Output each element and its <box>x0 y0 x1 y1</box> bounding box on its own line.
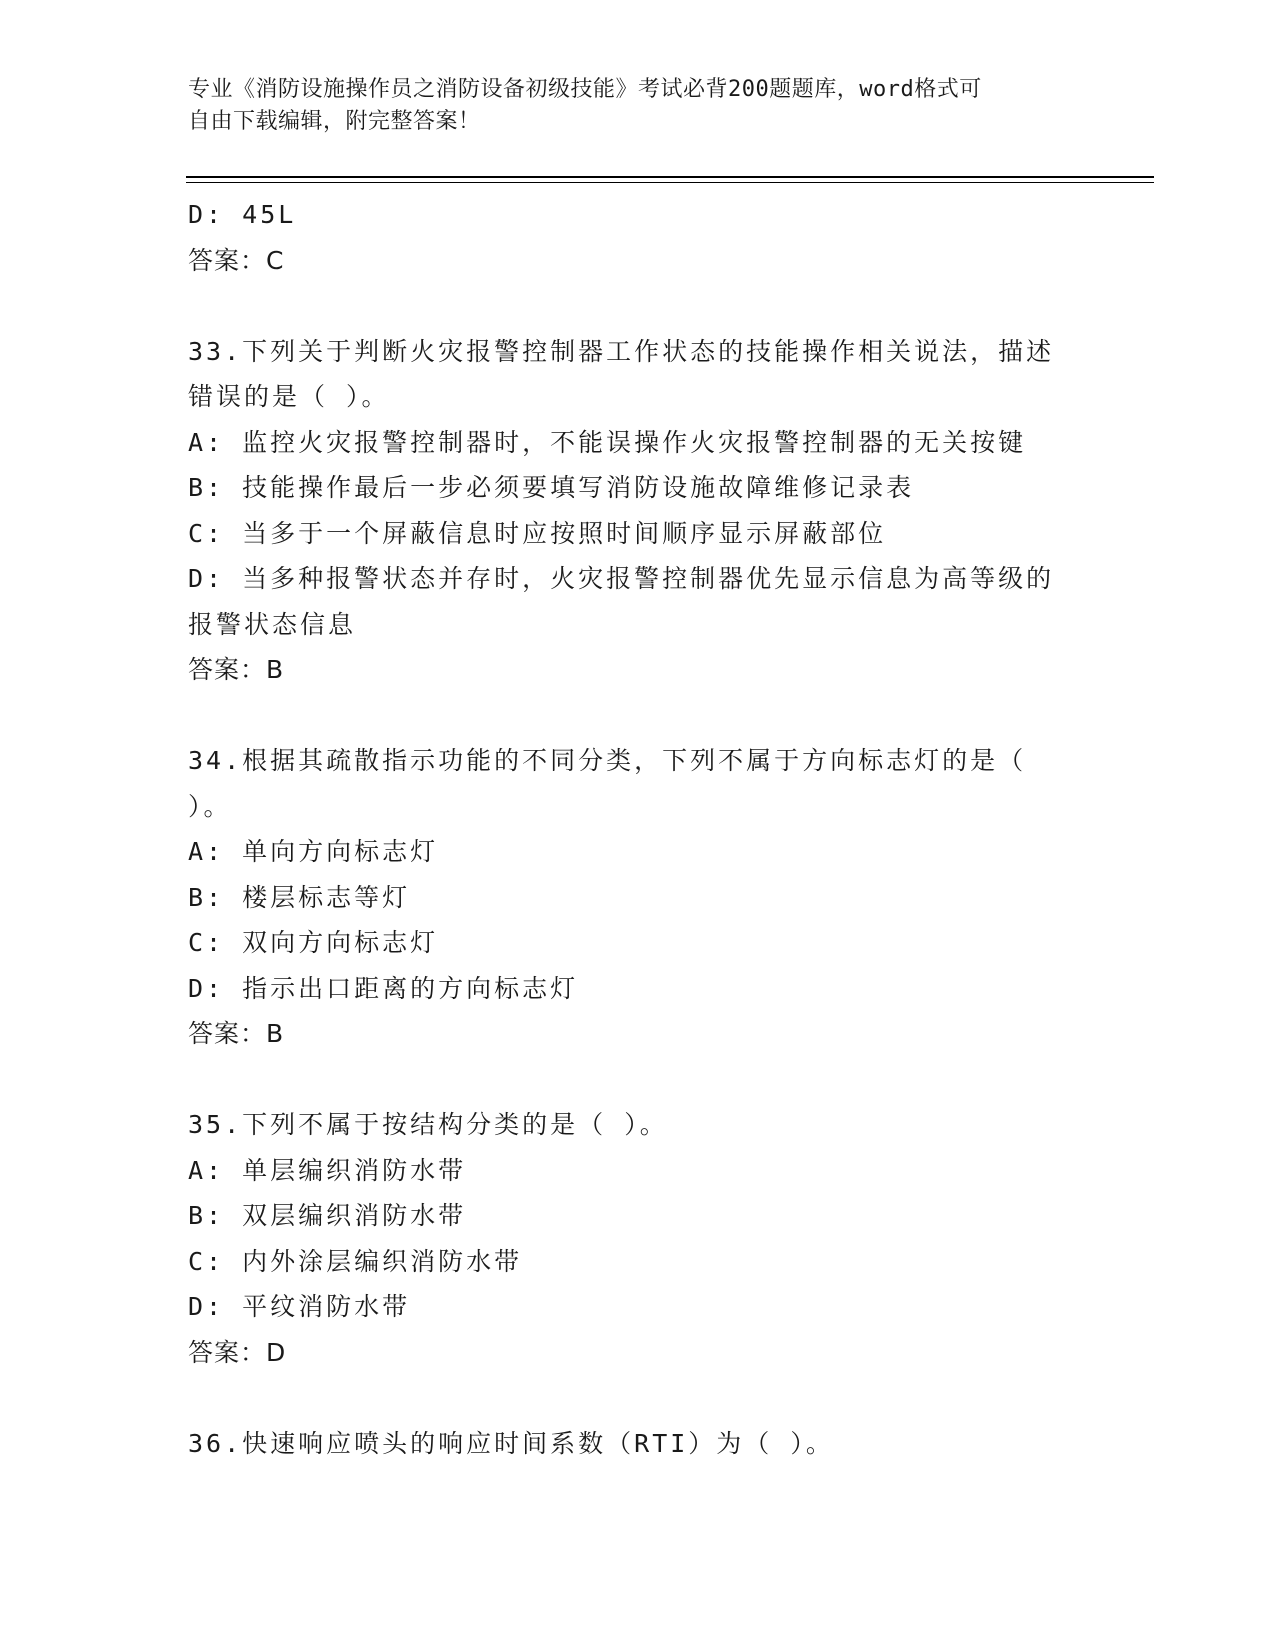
header-rule-thick <box>186 176 1154 178</box>
option-a: A: 单向方向标志灯 <box>188 837 439 866</box>
spacer <box>188 693 1088 739</box>
option-c: C: 当多于一个屏蔽信息时应按照时间顺序显示屏蔽部位 <box>188 518 887 548</box>
header-title-line-2: 自由下载编辑，附完整答案！ <box>188 109 481 134</box>
header-rule-thin <box>186 182 1154 183</box>
question-34 <box>188 738 1088 1057</box>
option-d: D: 45L <box>188 200 297 229</box>
question-32-tail <box>188 192 1088 283</box>
option-d: D: 当多种报警状态并存时，火灾报警控制器优先显示信息为高等级的 <box>188 564 1055 593</box>
option-b: B: 楼层标志等灯 <box>188 882 411 912</box>
answer: 答案：B <box>188 1019 285 1048</box>
answer: 答案：C <box>188 245 285 275</box>
option-a: A: 监控火灾报警控制器时，不能误操作火灾报警控制器的无关按键 <box>188 427 1027 457</box>
question-33 <box>188 329 1088 693</box>
option-d-continued: 报警状态信息 <box>188 609 357 639</box>
option-d: D: 平纹消防水带 <box>188 1292 411 1321</box>
option-b: B: 双层编织消防水带 <box>188 1201 467 1230</box>
document-body <box>188 192 1088 1466</box>
question-stem-continued: 错误的是（ ）。 <box>188 382 390 411</box>
option-c: C: 双向方向标志灯 <box>188 928 439 957</box>
option-c: C: 内外涂层编织消防水带 <box>188 1246 523 1276</box>
question-stem: 33.下列关于判断火灾报警控制器工作状态的技能操作相关说法，描述 <box>188 336 1055 366</box>
question-35 <box>188 1102 1088 1375</box>
spacer <box>188 283 1088 329</box>
question-stem-continued: ）。 <box>188 791 232 821</box>
question-36 <box>188 1421 1088 1467</box>
option-d: D: 指示出口距离的方向标志灯 <box>188 973 579 1003</box>
question-stem: 36.快速响应喷头的响应时间系数（RTI）为（ ）。 <box>188 1428 834 1458</box>
spacer <box>188 1375 1088 1421</box>
answer: 答案：D <box>188 1337 287 1367</box>
spacer <box>188 1057 1088 1103</box>
answer: 答案：B <box>188 655 285 684</box>
document-header <box>188 74 1068 138</box>
option-a: A: 单层编织消防水带 <box>188 1155 467 1185</box>
header-title-line-1: 专业《消防设施操作员之消防设备初级技能》考试必背200题题库，word格式可 <box>188 77 982 102</box>
question-stem: 34.根据其疏散指示功能的不同分类，下列不属于方向标志灯的是（ <box>188 746 1027 775</box>
question-stem: 35.下列不属于按结构分类的是（ ）。 <box>188 1110 668 1139</box>
option-b: B: 技能操作最后一步必须要填写消防设施故障维修记录表 <box>188 473 915 502</box>
